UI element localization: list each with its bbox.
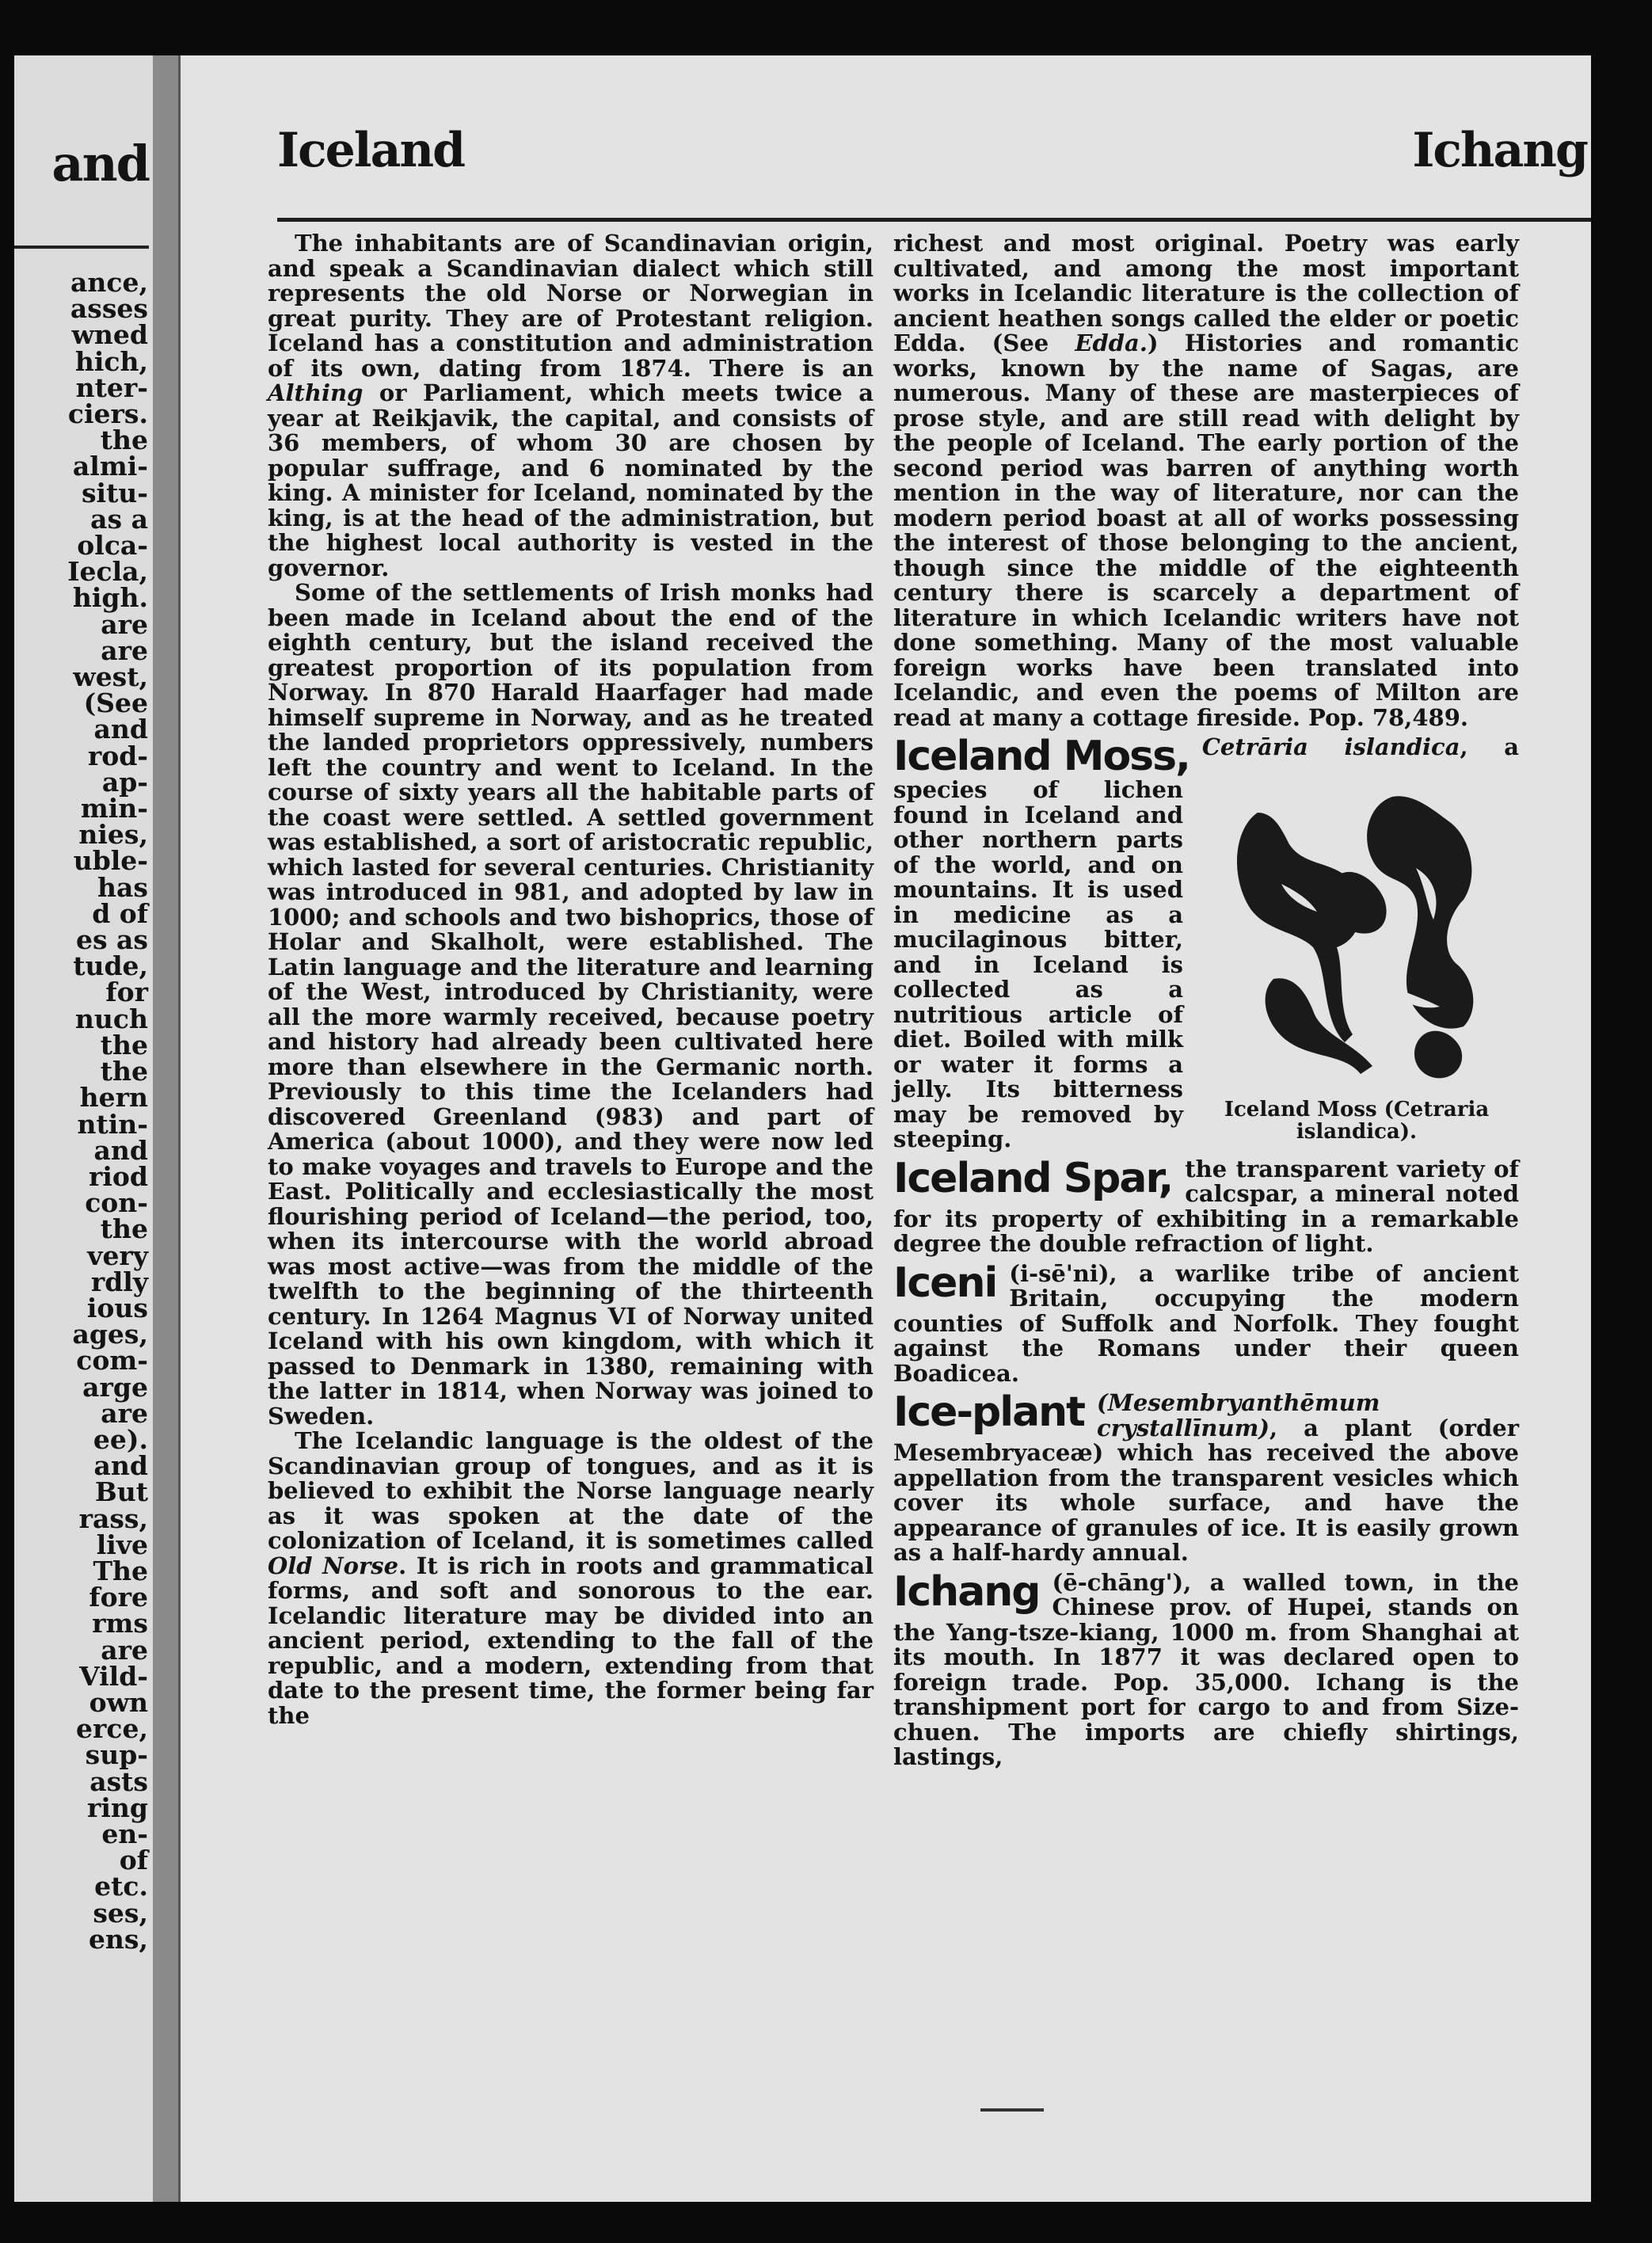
facing-page-fragment xyxy=(14,55,154,2202)
facing-page-line: erce, xyxy=(76,1713,148,1745)
headword-iceni: Iceni xyxy=(893,1259,997,1307)
headword-iceland-moss: Iceland Moss, xyxy=(893,733,1190,780)
facing-page-line: has xyxy=(97,871,148,903)
header-rule xyxy=(277,218,1591,222)
facing-page-line: ap- xyxy=(101,766,148,798)
page-foot-mark xyxy=(980,2108,1044,2112)
iceland-moss-figure xyxy=(1194,781,1519,1143)
facing-page-line: ens, xyxy=(88,1923,148,1955)
facing-page-line: nter- xyxy=(75,371,148,403)
facing-page-line: ntin- xyxy=(77,1108,148,1140)
facing-page-line: ring xyxy=(87,1792,148,1823)
facing-page-line: the xyxy=(100,1056,148,1087)
paragraph-literature: richest and most original. Poetry was early cultivated, and among the most important works in Icelandic literature is the collection of ancient heathen songs called the elder or poetic Edda. (See Edda.) Histories and romantic works, known by the name of Sagas, are numerous. Many of these are masterpieces of prose style, and are still read with delight by the people of Iceland. The early portion of the second period was barren of anything worth mention in the way of literature, nor can the modern period boast at all of works possessing the interest of those belonging to the ancient, though since the middle of the eighteenth century there is scarcely a department of literature in which Icelandic writers have not done something. Many of the most valuable foreign works have been translated into Icelandic, and even the poems of Milton are read at many a cottage fireside. Pop. 78,489. xyxy=(893,230,1519,731)
facing-page-line: tude, xyxy=(73,950,148,982)
facing-page-line: own xyxy=(89,1686,148,1718)
facing-page-line: ses, xyxy=(93,1897,148,1929)
facing-page-line: hern xyxy=(79,1082,148,1114)
facing-page-heading: and xyxy=(51,135,149,192)
facing-page-line: es as xyxy=(75,924,148,956)
facing-page-line: d of xyxy=(92,897,148,929)
facing-page-line: ee). xyxy=(93,1423,148,1455)
facing-page-line: almi- xyxy=(72,451,148,482)
facing-page-line: very xyxy=(87,1240,148,1271)
facing-page-line: sup- xyxy=(85,1739,148,1771)
facing-page-rule xyxy=(14,246,149,249)
entry-ichang: Ichang (ē-chāng'), a walled town, in the Chinese prov. of Hupei, stands on the Yang-tsze-kiang, 1000 m. from Shanghai at its mouth. In 1877 it was declared open to foreign trade. Pop. 35,000. Ichang is the transhipment port for cargo to and from Size-chuen. The imports are chiefly shirtings, lastings, xyxy=(893,1567,1519,1770)
facing-page-line: Vild- xyxy=(79,1660,148,1692)
facing-page-line: for xyxy=(105,977,148,1008)
facing-page-line: high. xyxy=(72,582,148,614)
figure-caption: Iceland Moss (Cetraria islandica). xyxy=(1224,1098,1490,1144)
facing-page-line: the xyxy=(100,425,148,456)
facing-page-line: rod- xyxy=(87,740,148,771)
facing-page-line: nies, xyxy=(78,819,148,851)
facing-page-line: Iecla, xyxy=(67,556,148,588)
entry-iceni: Iceni (i-sē'ni), a warlike tribe of ancient Britain, occupying the modern counties of Suffolk and Norfolk. They fought against the Romans under their queen Boadicea. xyxy=(893,1259,1519,1387)
facing-page-line: rms xyxy=(92,1608,148,1639)
running-head-right: Ichang xyxy=(1412,123,1587,178)
facing-page-line: min- xyxy=(80,793,148,824)
paragraph-language: The Icelandic language is the oldest of the Scandinavian group of tongues, and as it is believed to exhibit the Norse language nearly as it was spoken at the date of the colonization of Iceland, it is sometimes called Old Norse. It is rich in roots and grammatical forms, and soft and sonorous to the ear. Icelandic literature may be divided into an ancient period, extending to the fall of the republic, and a modern, extending from that date to the present time, the former being far the xyxy=(268,1427,874,1729)
facing-page-line: arge xyxy=(82,1371,148,1403)
facing-page-line: riod xyxy=(88,1160,148,1192)
book-gutter xyxy=(153,55,178,2202)
left-column xyxy=(268,231,874,1728)
encyclopedia-page xyxy=(178,55,1591,2202)
paragraph-government: The inhabitants are of Scandinavian origin, and speak a Scandinavian dialect which still represents the old Norse or Norwegian in great purity. They are of Protestant religion. Iceland has a constitution and administration of its own, dating from 1874. There is an Althing or Parliament, which meets twice a year at Reikjavik, the capital, and consists of 36 members, of whom 30 are chosen by popular suffrage, and 6 nominated by the king. A minister for Iceland, nominated by the king, is at the head of the administration, but the highest local authority is vested in the governor. xyxy=(268,230,874,581)
headword-ice-plant: Ice-plant xyxy=(893,1388,1085,1436)
facing-page-line: rdly xyxy=(90,1266,148,1297)
facing-page-line: as a xyxy=(90,503,148,535)
running-head-left: Iceland xyxy=(277,123,465,178)
facing-page-line: west, xyxy=(73,661,148,693)
facing-page-line: etc. xyxy=(94,1871,148,1902)
facing-page-line: ious xyxy=(86,1292,148,1323)
facing-page-line: are xyxy=(101,634,148,666)
facing-page-line: olca- xyxy=(77,530,148,562)
facing-page-line: uble- xyxy=(73,845,148,877)
iceland-moss-illustration xyxy=(1226,781,1487,1094)
facing-page-line: The xyxy=(93,1555,148,1586)
headword-ichang: Ichang xyxy=(893,1567,1040,1616)
facing-page-line: con- xyxy=(85,1187,148,1219)
facing-page-line: com- xyxy=(76,1345,148,1377)
facing-page-line: wned xyxy=(71,319,148,351)
facing-page-line: and xyxy=(93,714,148,745)
facing-page-line: But xyxy=(94,1476,148,1508)
facing-page-line: ages, xyxy=(72,1319,148,1350)
facing-page-line: of xyxy=(119,1845,148,1876)
facing-page-line-ends xyxy=(14,267,148,1955)
right-column xyxy=(893,231,1519,1770)
entry-iceland-spar: Iceland Spar, the transparent variety of calcspar, a mineral noted for its property of exhibiting in a remarkable degree the double refraction of light. xyxy=(893,1154,1519,1257)
facing-page-line: fore xyxy=(89,1582,148,1613)
facing-page-line: are xyxy=(101,608,148,640)
facing-page-line: (See xyxy=(83,687,148,719)
facing-page-line: and xyxy=(93,1134,148,1166)
facing-page-line: are xyxy=(101,1634,148,1666)
entry-iceland-moss: Iceland Moss, Iceland Moss (Cetraria islandica). Cetrāria islandica, a species of lichen found in Iceland and other northern parts of the world, and on mountains. It is used in medicine as a mucilaginous bitter, and in Iceland is collected as a nutritious article of diet. Boiled with milk or water it forms a jelly. Its bitterness may be removed by steeping. xyxy=(893,733,1519,1152)
facing-page-line: asses xyxy=(70,293,148,325)
entry-ice-plant: Ice-plant (Mesembryanthēmum crystallīnum), a plant (order Mesembryaceæ) which has received the above appellation from the transparent vesicles which cover its whole surface, and have the appearance of granules of ice. It is easily grown as a half-hardy annual. xyxy=(893,1388,1519,1566)
headword-iceland-spar: Iceland Spar, xyxy=(893,1154,1173,1202)
facing-page-line: and xyxy=(93,1450,148,1482)
facing-page-line: rass, xyxy=(78,1502,148,1534)
facing-page-line: situ- xyxy=(81,477,148,508)
facing-page-line: ciers. xyxy=(67,398,148,430)
facing-page-line: hich, xyxy=(74,345,148,377)
facing-page-line: nuch xyxy=(74,1003,148,1034)
paragraph-history: Some of the settlements of Irish monks had been made in Iceland about the end of the eighth century, but the island received the greatest proportion of its population from Norway. In 870 Harald Haarfager had made himself supreme in Norway, and as he treated the landed proprietors oppressively, numbers left the country and went to Iceland. In the course of sixty years all the habitable parts of the coast were settled. A settled government was established, a sort of aristocratic republic, which lasted for several centuries. Christianity was introduced in 981, and adopted by law in 1000; and schools and two bishoprics, those of Holar and Skalholt, were established. The Latin language and the literature and learning of the West, introduced by Christianity, were all the more warmly received, because poetry and history had already been cultivated here more than elsewhere in the Germanic north. Previously to this time the Icelanders had discovered Greenland (983) and part of America (about 1000), and they were now led to make voyages and travels to Europe and the East. Politically and ecclesiastically the most flourishing period of Iceland—the period, too, when its intercourse with the world abroad was most active—was from the middle of the twelfth to the beginning of the thirteenth century. In 1264 Magnus VI of Norway united Iceland with his own kingdom, with which it passed to Denmark in 1380, remaining with the latter in 1814, when Norway was joined to Sweden. xyxy=(268,579,874,1430)
facing-page-line: the xyxy=(100,1029,148,1061)
facing-page-line: asts xyxy=(89,1765,148,1797)
facing-page-line: are xyxy=(101,1397,148,1429)
facing-page-line: the xyxy=(100,1213,148,1245)
facing-page-line: live xyxy=(96,1529,148,1560)
facing-page-line: ance, xyxy=(70,267,148,298)
facing-page-line: en- xyxy=(101,1818,148,1849)
